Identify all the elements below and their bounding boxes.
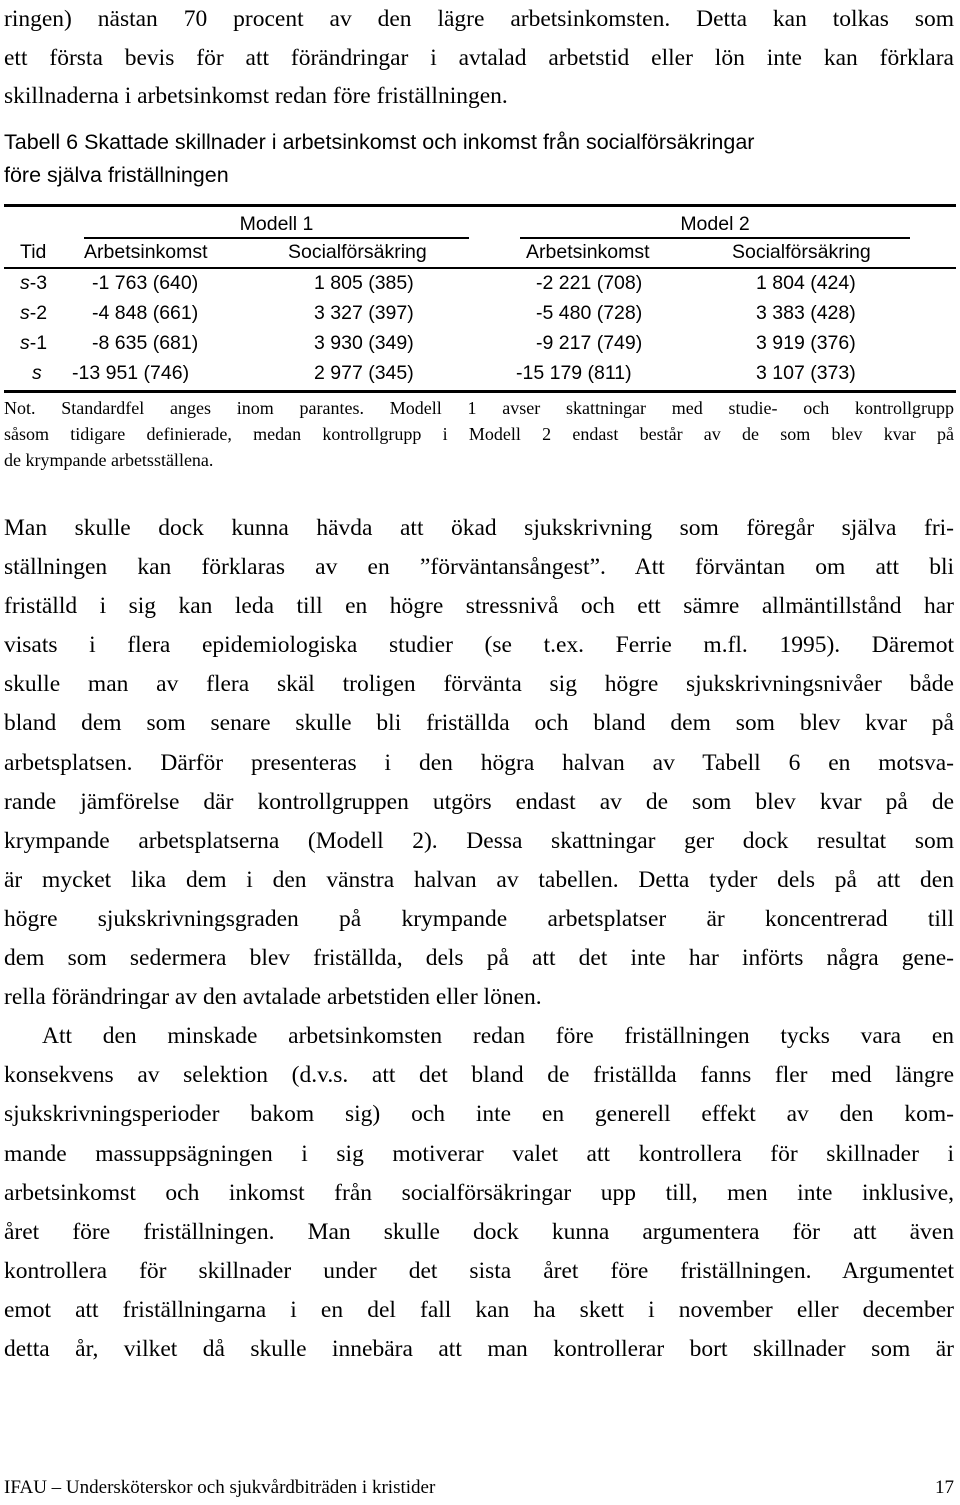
intro-paragraph xyxy=(4,0,954,116)
column-header-socialforsakring-2: Socialförsäkring xyxy=(732,241,871,263)
group-underline-model-1 xyxy=(84,237,469,239)
note-line: de krympande arbetsställena. xyxy=(4,450,214,470)
group-underline-model-2 xyxy=(520,237,910,239)
text-line: rande jämförelse där kontrollgruppen utgörs endast av de som blev kvar på de xyxy=(4,788,954,815)
caption-line: före själva friställningen xyxy=(4,163,229,187)
text-line: Att den minskade arbetsinkomsten redan före friställningen tycks vara en xyxy=(42,1023,954,1050)
table-row xyxy=(4,332,956,362)
text-line: arbetsinkomst och inkomst från socialförsäkringar upp till, men inte inklusive, xyxy=(4,1179,954,1206)
text-line: krympande arbetsplatserna (Modell 2). Dessa skattningar ger dock resultat som xyxy=(4,827,954,854)
table-row xyxy=(4,272,956,302)
cell-socialforsakring-1: 3 930 (349) xyxy=(314,332,414,354)
cell-tid: s-2 xyxy=(20,302,48,324)
text-line: ringen) nästan 70 procent av den lägre arbetsinkomsten. Detta kan tolkas som xyxy=(4,6,954,32)
table-top-rule xyxy=(4,204,956,207)
cell-arbetsinkomst-2: -5 480 (728) xyxy=(536,302,643,324)
group-header-model-1: Modell 1 xyxy=(239,213,314,235)
body-text xyxy=(4,509,954,1369)
text-line: året före friställningen. Man skulle dock kunna argumentera för att även xyxy=(4,1218,954,1245)
text-line: bland dem som senare skulle bli friställda och bland dem som blev kvar på xyxy=(4,710,954,737)
text-line: dem som sedermera blev friställda, dels på att det inte har införts några gene- xyxy=(4,945,954,972)
text-line: sjukskrivningsperioder bakom sig) och inte en generell effekt av den kom- xyxy=(4,1101,954,1128)
caption-line: Tabell 6 Skattade skillnader i arbetsinkomst och inkomst från socialförsäkringar xyxy=(4,130,755,154)
text-line: rella förändringar av den avtalade arbetstiden eller lönen. xyxy=(4,984,542,1011)
cell-socialforsakring-2: 3 107 (373) xyxy=(756,362,856,384)
cell-socialforsakring-1: 2 977 (345) xyxy=(314,362,414,384)
text-line: friställd i sig kan leda till en högre stressnivå och ett sämre allmäntillstånd har xyxy=(4,593,954,620)
text-line: kontrollera för skillnader under det sista året före friställningen. Argumentet xyxy=(4,1257,954,1284)
cell-tid: s-3 xyxy=(20,272,48,294)
cell-tid: s-1 xyxy=(20,332,48,354)
cell-arbetsinkomst-1: -13 951 (746) xyxy=(72,362,190,384)
cell-socialforsakring-1: 1 805 (385) xyxy=(314,272,414,294)
note-line: Not. Standardfel anges inom parantes. Modell 1 avser skattningar med studie- och kontrollgrupp xyxy=(4,398,954,418)
cell-socialforsakring-2: 3 383 (428) xyxy=(756,302,856,324)
text-line: arbetsplatsen. Därför presenteras i den högra halvan av Tabell 6 en motsva- xyxy=(4,749,954,776)
text-line: detta år, vilket då skulle innebära att man kontrollerar bort skillnader som är xyxy=(4,1335,954,1362)
text-line: visats i flera epidemiologiska studier (se t.ex. Ferrie m.fl. 1995). Däremot xyxy=(4,632,954,659)
cell-socialforsakring-1: 3 327 (397) xyxy=(314,302,414,324)
cell-arbetsinkomst-2: -9 217 (749) xyxy=(536,332,643,354)
text-line: emot att friställningarna i en del fall kan ha skett i november eller december xyxy=(4,1296,954,1323)
text-line: skulle man av flera skäl troligen förvänta sig högre sjukskrivningsnivåer både xyxy=(4,671,954,698)
table-row xyxy=(4,362,956,392)
column-header-arbetsinkomst-1: Arbetsinkomst xyxy=(84,241,208,263)
table-note xyxy=(4,395,954,473)
page-number: 17 xyxy=(935,1477,954,1498)
cell-tid: s xyxy=(32,362,42,384)
cell-socialforsakring-2: 3 919 (376) xyxy=(756,332,856,354)
cell-arbetsinkomst-1: -4 848 (661) xyxy=(92,302,199,324)
text-line: ett första bevis för att förändringar i avtalad arbetstid eller lön inte kan förklara xyxy=(4,44,954,71)
cell-arbetsinkomst-1: -8 635 (681) xyxy=(92,332,199,354)
column-header-socialforsakring-1: Socialförsäkring xyxy=(288,241,427,263)
cell-arbetsinkomst-2: -2 221 (708) xyxy=(536,272,643,294)
page-footer xyxy=(4,1474,954,1504)
text-line: högre sjukskrivningsgraden på krympande arbetsplatser är koncentrerad till xyxy=(4,905,954,932)
note-line: såsom tidigare definierade, medan kontrollgrupp i Modell 2 endast består av de som blev kvar på xyxy=(4,424,954,444)
text-line: ställningen kan förklaras av en ”förväntansångest”. Att förväntan om att bli xyxy=(4,554,954,581)
footer-title: IFAU – Undersköterskor och sjukvårdbiträden i kristider xyxy=(4,1477,436,1498)
text-line: konsekvens av selektion (d.v.s. att det bland de friställda fanns fler med längre xyxy=(4,1062,954,1089)
cell-arbetsinkomst-1: -1 763 (640) xyxy=(92,272,199,294)
table-caption xyxy=(4,126,954,192)
cell-socialforsakring-2: 1 804 (424) xyxy=(756,272,856,294)
text-line: skillnaderna i arbetsinkomst redan före friställningen. xyxy=(4,83,508,109)
table-row xyxy=(4,302,956,332)
table-header-rule xyxy=(4,267,956,269)
column-header-arbetsinkomst-2: Arbetsinkomst xyxy=(526,241,650,263)
column-header-tid: Tid xyxy=(20,241,47,263)
table-bottom-rule xyxy=(4,390,956,393)
group-header-model-2: Model 2 xyxy=(680,213,750,235)
text-line: mande massuppsägningen i sig motiverar valet att kontrollera för skillnader i xyxy=(4,1140,954,1167)
text-line: är mycket lika dem i den vänstra halvan av tabellen. Detta tyder dels på att den xyxy=(4,866,954,893)
cell-arbetsinkomst-2: -15 179 (811) xyxy=(516,362,632,384)
text-line: Man skulle dock kunna hävda att ökad sjukskrivning som föregår själva fri- xyxy=(4,515,954,541)
